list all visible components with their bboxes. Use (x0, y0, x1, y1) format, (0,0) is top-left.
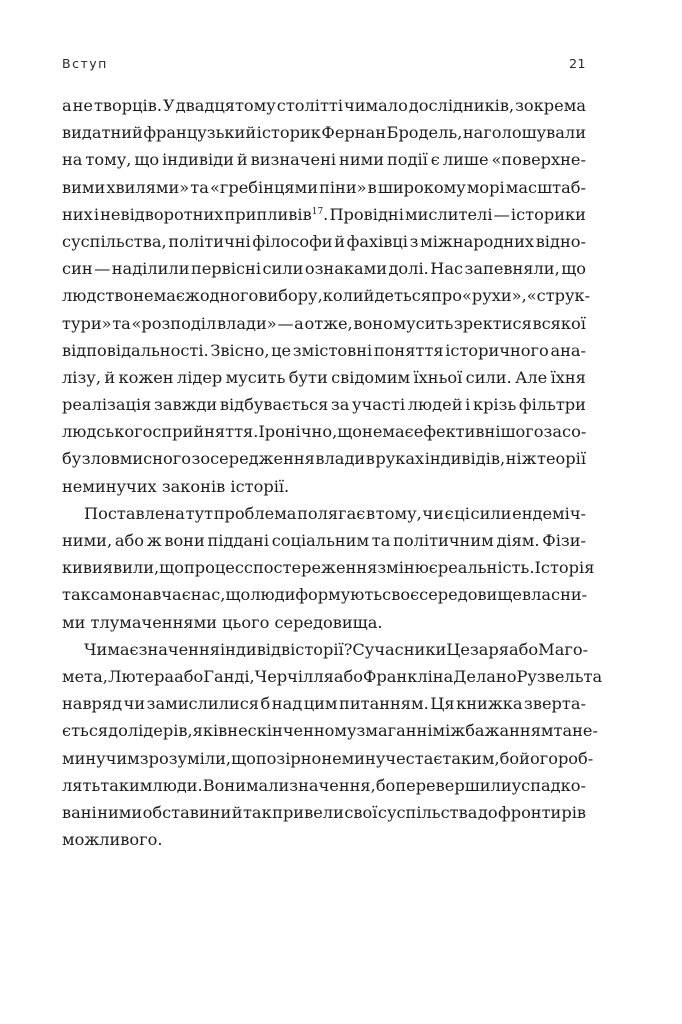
word: минучим (62, 748, 140, 768)
word: всякої (532, 313, 586, 333)
word: «поверхне- (491, 150, 586, 170)
word: ці (454, 503, 470, 523)
word: історичного (445, 340, 549, 360)
word: ними (97, 802, 143, 822)
text-line (62, 663, 603, 690)
footnote-reference[interactable]: 17 (311, 206, 324, 217)
word: ознаками (304, 259, 388, 279)
word: реальність. (437, 558, 535, 578)
text-line-with-note (62, 201, 586, 228)
word: кожен (118, 367, 174, 387)
word: так (62, 585, 91, 605)
word: сприйняття. (152, 422, 259, 442)
word: суспільства (377, 802, 478, 822)
word: та (190, 177, 209, 197)
word: політичні (168, 231, 251, 251)
word: фахівці (346, 231, 408, 251)
word: Поставлена (84, 503, 185, 523)
word: видатний (62, 123, 143, 143)
word: відповідальності. (62, 340, 209, 360)
running-head (62, 56, 586, 76)
word: дослідників, (408, 96, 515, 115)
word: так (242, 802, 272, 822)
text-line (62, 174, 586, 201)
word: влади» (216, 313, 277, 333)
word: двадцятому (175, 96, 276, 115)
paragraph-1 (62, 92, 591, 500)
word: чи (123, 694, 146, 714)
word: значення (138, 639, 220, 659)
word: людей (407, 395, 463, 415)
word: У (162, 96, 175, 115)
text-line (62, 364, 586, 391)
word: бажанням (465, 721, 554, 741)
word: людство (62, 286, 134, 306)
word: лише (442, 150, 489, 170)
word: змаганні (356, 721, 433, 741)
word: про (431, 286, 462, 306)
word: таким (100, 775, 153, 795)
word: Сучасники (352, 639, 447, 659)
word: Фернан (321, 123, 387, 143)
word: індивіди (162, 150, 234, 170)
word: завжди (153, 395, 218, 415)
word: і (465, 395, 471, 415)
word: припливів$^{17}$. (224, 204, 329, 224)
paragraph-3 (62, 636, 603, 854)
text-line (62, 119, 586, 146)
text-line (62, 581, 586, 608)
word: є (444, 503, 454, 523)
word: суспільства, (62, 231, 167, 251)
word: Франкліна (362, 666, 454, 686)
text-line (62, 228, 586, 255)
word: фільтри (518, 395, 586, 415)
text-line (62, 445, 586, 472)
word: Лютера (107, 666, 175, 686)
word: хвилями» (106, 177, 190, 197)
word: філософи (252, 231, 333, 251)
text-segment: неминучих законів історії. (62, 476, 290, 496)
word: перевершили (395, 775, 512, 795)
word: Нас (430, 259, 464, 279)
word: своє (382, 585, 420, 605)
word: сили (262, 259, 304, 279)
word: до (108, 721, 128, 741)
word: соціальним (271, 531, 370, 550)
paragraph-2 (62, 500, 595, 636)
word: лізу, (62, 367, 101, 387)
word: книжка (456, 694, 523, 714)
word: замислилися (146, 694, 259, 714)
word: столітті (276, 96, 344, 115)
word: а (62, 96, 72, 115)
word: б (260, 694, 271, 714)
text-line (62, 609, 586, 636)
word: змінює (377, 558, 438, 578)
word: Фізи- (542, 531, 586, 550)
word: мусить (393, 313, 454, 333)
word: творців. (93, 96, 162, 115)
word: й (231, 802, 243, 822)
word: виявили, (82, 558, 160, 578)
word: змістовні (292, 340, 373, 360)
word: що (337, 422, 363, 442)
word: мали (245, 775, 290, 795)
word: Чи (84, 639, 108, 659)
word: таким, (442, 748, 500, 768)
word: людського (62, 422, 153, 442)
word: індивідів, (424, 449, 506, 469)
text-line (62, 418, 586, 445)
word: за (330, 395, 350, 415)
word: має (107, 639, 139, 659)
word: «струк- (526, 286, 591, 306)
word: Звісно, (210, 340, 270, 360)
word: що (225, 585, 251, 605)
word: «рухи», (461, 286, 527, 306)
word: в (280, 639, 291, 659)
word: широкому (377, 177, 466, 197)
word: Делано (453, 666, 517, 686)
word: позірно (255, 748, 322, 768)
word: його (519, 748, 558, 768)
word: що (231, 748, 256, 768)
text-line (62, 690, 586, 717)
word: ефективнішого (413, 422, 544, 442)
word: цим (303, 694, 338, 714)
word: свідомим (331, 367, 411, 387)
word: й (334, 231, 345, 251)
word: них (62, 204, 93, 224)
word: піддані (207, 531, 270, 550)
word: успадко- (511, 775, 586, 795)
word: події (386, 150, 428, 170)
text-line (62, 772, 586, 799)
word: масштаб- (505, 177, 586, 197)
word: тому, (375, 503, 422, 523)
word: або (174, 666, 204, 686)
word: і (93, 204, 100, 224)
word: а (294, 313, 304, 333)
word: їхньої (413, 367, 463, 387)
word: спостереження (243, 558, 378, 578)
word: над (271, 694, 303, 714)
word: не- (572, 721, 598, 741)
word: вими (62, 177, 106, 197)
word: немає (362, 422, 414, 442)
word: ється (62, 721, 109, 741)
word: вибору, (258, 286, 323, 306)
word: неминуче (321, 748, 406, 768)
word: роб- (557, 748, 594, 768)
text-line (62, 255, 586, 282)
word: зрозуміли, (139, 748, 232, 768)
word: нас, (190, 585, 226, 605)
text-line (62, 500, 586, 527)
word: ки (62, 558, 83, 578)
word: первісні (190, 259, 261, 279)
word: крізь (472, 395, 517, 415)
word: ж (146, 531, 162, 550)
word: сили. (465, 367, 512, 387)
section-title: Вступ (62, 56, 108, 71)
word: ана- (550, 340, 586, 360)
word: тури» (62, 313, 112, 333)
text-line (62, 745, 594, 772)
word: що (134, 150, 160, 170)
word: це (271, 340, 292, 360)
word: Провідні (329, 204, 404, 224)
word: в (366, 503, 376, 523)
word: Черчілля (254, 666, 334, 686)
word: запевняли, (464, 259, 560, 279)
word: фронтирів (498, 802, 586, 822)
word: руках (375, 449, 425, 469)
word: влади (315, 449, 366, 469)
word: тут (185, 503, 214, 523)
word: чимало (344, 96, 408, 115)
word: історії? (290, 639, 353, 659)
word: стає (405, 748, 443, 768)
text-line (62, 473, 586, 500)
text-line (62, 391, 586, 418)
word: люди. (152, 775, 203, 795)
word: теорії (537, 449, 586, 469)
word: чи (422, 503, 444, 523)
word: — (277, 313, 294, 333)
word: міжнародних (420, 231, 535, 251)
word: Вони (202, 775, 246, 795)
word: в (367, 177, 377, 197)
word: або (114, 531, 144, 550)
text-line (62, 527, 586, 554)
word: історик (256, 123, 321, 143)
text-line (62, 337, 586, 364)
word: й (104, 367, 116, 387)
word: свої (344, 802, 378, 822)
word: долі. (388, 259, 429, 279)
word: проблема (213, 503, 297, 523)
text-line (62, 826, 586, 853)
word: наділили (111, 259, 190, 279)
word: й (236, 150, 248, 170)
word: не (72, 96, 93, 115)
word: до (477, 802, 498, 822)
word: процес (183, 558, 244, 578)
word: засо- (543, 422, 587, 442)
word: лять (62, 775, 101, 795)
word: які (192, 721, 219, 741)
text-line (62, 554, 595, 581)
word: значення, (289, 775, 376, 795)
word: між (432, 721, 466, 741)
word: лідер (176, 367, 223, 387)
word: тому, (85, 150, 132, 170)
word: Ця (430, 694, 455, 714)
text-line (62, 717, 598, 744)
word: Цезаря (446, 639, 510, 659)
word: мета, (62, 666, 108, 686)
word: обставини (142, 802, 232, 822)
word: політичним (393, 531, 494, 550)
word: бути (288, 367, 328, 387)
word: діям. (496, 531, 540, 550)
word: зокрема (515, 96, 586, 115)
word: Але (515, 367, 548, 387)
word: вони (164, 531, 205, 550)
word: має (153, 286, 185, 306)
page-number: 21 (569, 56, 586, 71)
word: Рузвельта (516, 666, 603, 686)
word: з (409, 231, 419, 251)
word: реалізація (62, 395, 152, 415)
text-line (62, 282, 591, 309)
word: ними (339, 150, 384, 170)
word: навряд (62, 694, 123, 714)
word: піни» (319, 177, 367, 197)
word: участі (352, 395, 406, 415)
word: історики (510, 204, 586, 224)
word: на (62, 150, 83, 170)
word: бу (62, 449, 82, 469)
word: формують (295, 585, 383, 605)
word: відбувається (219, 395, 329, 415)
word: ендеміч- (512, 503, 586, 523)
word: відно- (535, 231, 586, 251)
word: Маго- (538, 639, 589, 659)
word: йдеться (363, 286, 432, 306)
word: син (62, 259, 93, 279)
text-segment: ми тлумаченнями цього середовища. (62, 612, 383, 632)
word: є (430, 150, 440, 170)
word: та (553, 721, 573, 741)
word: морі (466, 177, 505, 197)
word: мислителі (405, 204, 493, 224)
word: лідерів, (127, 721, 193, 741)
word: визначені (250, 150, 337, 170)
word: вані (62, 802, 97, 822)
word: Іронічно, (258, 422, 338, 442)
word: само (90, 585, 132, 605)
word: воно (353, 313, 393, 333)
word: — (493, 204, 510, 224)
word: зверта- (524, 694, 586, 714)
word: французький (143, 123, 257, 143)
word: зловмисного (81, 449, 191, 469)
text-line (62, 636, 589, 663)
word: невідворотних (100, 204, 224, 224)
word: ними, (62, 531, 113, 550)
word: або (333, 666, 363, 686)
word: що (561, 259, 586, 279)
word: середовище (419, 585, 522, 605)
word: зректися (453, 313, 532, 333)
word: сили (470, 503, 512, 523)
word: поняття (373, 340, 444, 360)
body-text (62, 92, 603, 853)
word: навчає (131, 585, 191, 605)
word: полягає (297, 503, 366, 523)
word: ніж (505, 449, 537, 469)
word: не (133, 286, 154, 306)
text-line (62, 92, 586, 119)
word: бо (375, 775, 396, 795)
word: Ганді, (203, 666, 255, 686)
word: зосередження (191, 449, 315, 469)
word: «розподіл (131, 313, 217, 333)
word: питанням. (339, 694, 429, 714)
word: їхня (550, 367, 586, 387)
word: наголошували (462, 123, 586, 143)
word: «гребінцями (209, 177, 318, 197)
word: Історія (534, 558, 595, 578)
word: жодного (184, 286, 259, 306)
word: в (218, 721, 228, 741)
word: індивід (219, 639, 281, 659)
text-line (62, 799, 586, 826)
text-segment: можливого. (62, 830, 163, 850)
word: що (159, 558, 184, 578)
word: бо (499, 748, 520, 768)
word: люди (250, 585, 296, 605)
text-line (62, 310, 586, 337)
word: Бродель, (386, 123, 463, 143)
word: власни- (521, 585, 588, 605)
word: мусить (225, 367, 286, 387)
word: — (94, 259, 111, 279)
word: в (365, 449, 375, 469)
word: та (112, 313, 131, 333)
word: коли (322, 286, 364, 306)
word: нескінченному (227, 721, 357, 741)
word: та (371, 531, 391, 550)
text-line (62, 146, 586, 173)
word: отже, (304, 313, 353, 333)
word: привели (272, 802, 344, 822)
word: або (509, 639, 539, 659)
